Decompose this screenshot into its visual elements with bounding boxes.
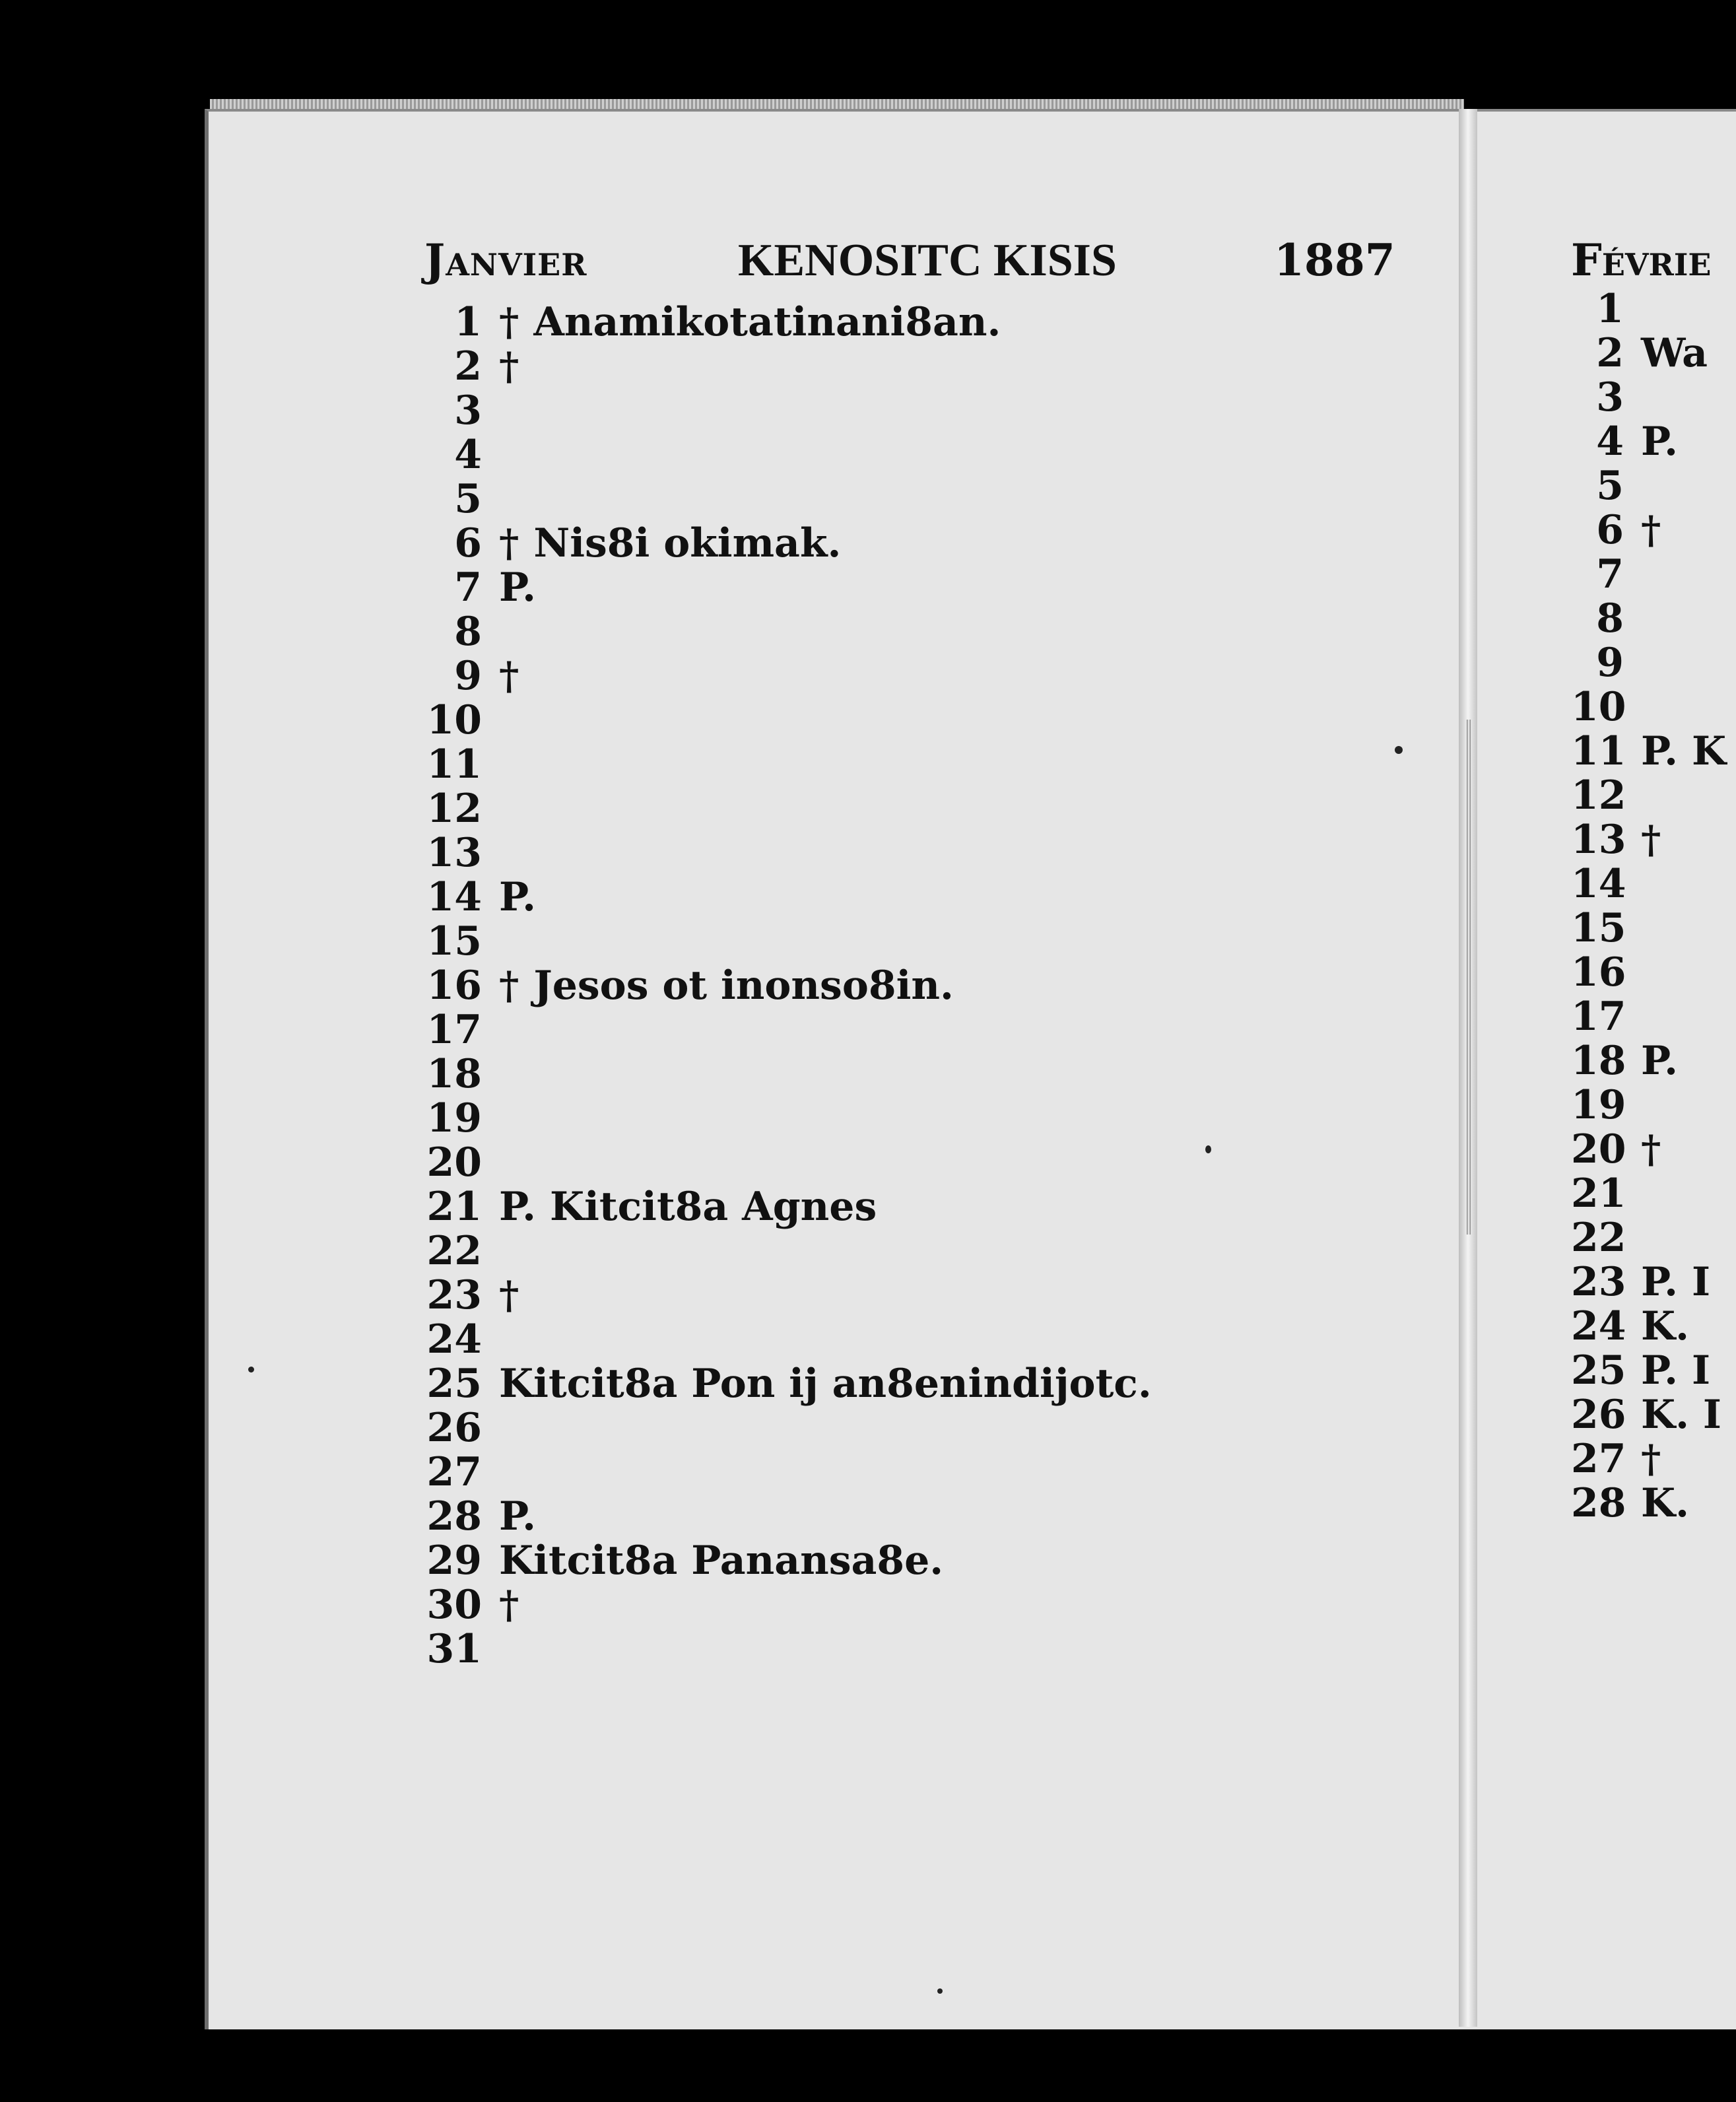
day-entry	[422, 1495, 1152, 1539]
day-entry	[422, 300, 1152, 345]
day-number: 11	[1571, 728, 1626, 774]
day-number: 23	[426, 1272, 482, 1318]
day-entry	[422, 345, 1152, 389]
day-entry	[422, 1362, 1152, 1406]
day-number: 4	[1596, 419, 1624, 465]
day-number: 9	[1596, 640, 1624, 686]
day-entry	[1571, 1216, 1726, 1260]
day-number: 21	[426, 1184, 482, 1230]
day-number: 1	[454, 299, 482, 345]
day-note: P. K	[1641, 728, 1727, 774]
day-number: 6	[1596, 507, 1624, 553]
day-entry	[422, 1185, 1152, 1229]
day-note: P. Kitcit8a Agnes	[499, 1184, 877, 1230]
day-note: P. I	[1641, 1347, 1711, 1394]
day-number: 10	[1571, 684, 1626, 730]
day-note: Kitcit8a Panansa8e.	[499, 1538, 944, 1584]
day-entry	[422, 1229, 1152, 1273]
day-entry	[1571, 464, 1726, 508]
day-entry	[422, 566, 1152, 610]
day-entry	[422, 1008, 1152, 1052]
day-entry	[1571, 287, 1726, 331]
day-number: 3	[1596, 374, 1624, 421]
day-entry	[422, 1141, 1152, 1185]
dagger-icon: †	[499, 344, 519, 389]
day-note: Kitcit8a Pon ij an8enindijotc.	[499, 1361, 1152, 1407]
day-entry	[422, 743, 1152, 787]
day-number: 28	[426, 1493, 482, 1540]
day-entry	[422, 920, 1152, 964]
day-entry	[1571, 1481, 1726, 1526]
day-number: 27	[1571, 1436, 1626, 1482]
day-number: 11	[426, 741, 482, 788]
day-number: 18	[426, 1051, 482, 1097]
day-number: 24	[1571, 1303, 1626, 1349]
day-entry	[1571, 1260, 1726, 1305]
day-entry	[1571, 376, 1726, 420]
day-entry	[422, 654, 1152, 698]
day-entry	[422, 1097, 1152, 1141]
day-number: 5	[454, 476, 482, 522]
dagger-icon: †	[499, 654, 519, 698]
day-number: 24	[426, 1316, 482, 1363]
day-number: 8	[454, 609, 482, 655]
day-entry	[1571, 1437, 1726, 1481]
dagger-icon: †	[1641, 1437, 1661, 1481]
day-entry	[1571, 862, 1726, 906]
ink-speck	[937, 1988, 943, 1994]
dagger-icon: †	[499, 521, 519, 566]
day-number: 19	[1571, 1082, 1626, 1128]
ink-speck	[1395, 746, 1403, 754]
day-entry	[422, 1318, 1152, 1362]
day-entry	[1571, 1349, 1726, 1393]
day-number: 7	[1596, 551, 1624, 597]
day-entry	[1571, 729, 1726, 774]
day-entry	[422, 389, 1152, 433]
day-entry	[422, 787, 1152, 831]
day-note: Anamikotatinani8an.	[533, 299, 1001, 345]
day-entry	[1571, 1172, 1726, 1216]
ink-speck	[1205, 1145, 1211, 1153]
day-number: 9	[454, 653, 482, 699]
day-entry	[422, 698, 1152, 743]
day-number: 22	[426, 1228, 482, 1274]
day-number: 14	[426, 874, 482, 920]
dagger-icon: †	[1641, 508, 1661, 553]
day-number: 20	[1571, 1126, 1626, 1172]
january-day-list	[422, 300, 1152, 1672]
day-number: 5	[1596, 463, 1624, 509]
day-note: Nis8i okimak.	[533, 520, 842, 566]
day-entry	[1571, 597, 1726, 641]
day-number: 12	[426, 786, 482, 832]
day-number: 25	[426, 1361, 482, 1407]
day-number: 8	[1596, 595, 1624, 642]
day-entry	[422, 1583, 1152, 1627]
day-entry	[1571, 1039, 1726, 1083]
day-number: 27	[426, 1449, 482, 1495]
day-number: 12	[1571, 772, 1626, 819]
day-note: P.	[1641, 419, 1679, 465]
day-number: 23	[1571, 1259, 1626, 1305]
day-number: 16	[426, 963, 482, 1009]
day-number: 15	[1571, 905, 1626, 951]
day-entry	[1571, 508, 1726, 553]
day-note: P.	[499, 874, 537, 920]
calendar-title: KENOSITC KISIS	[738, 235, 1117, 286]
day-entry	[1571, 774, 1726, 818]
day-note: K. I	[1641, 1392, 1721, 1438]
day-note: K.	[1641, 1303, 1690, 1349]
day-entry	[422, 1539, 1152, 1583]
day-entry	[1571, 420, 1726, 464]
day-number: 21	[1571, 1170, 1626, 1217]
day-entry	[1571, 906, 1726, 951]
day-note: Wa	[1641, 330, 1708, 376]
day-note: P. I	[1641, 1259, 1711, 1305]
day-number: 13	[1571, 817, 1626, 863]
day-entry	[422, 1273, 1152, 1318]
day-entry	[1571, 641, 1726, 685]
day-number: 17	[426, 1007, 482, 1053]
day-entry	[422, 831, 1152, 875]
day-number: 17	[1571, 994, 1626, 1040]
day-note: Jesos ot inonso8in.	[533, 963, 954, 1009]
day-entry	[422, 610, 1152, 654]
calendar-year: 1887	[1274, 234, 1395, 286]
day-entry	[1571, 1083, 1726, 1128]
month-heading-january: Janvier	[424, 234, 587, 286]
day-number: 26	[426, 1405, 482, 1451]
day-number: 13	[426, 830, 482, 876]
dagger-icon: †	[1641, 1127, 1661, 1172]
dagger-icon: †	[499, 300, 519, 345]
day-entry	[1571, 1128, 1726, 1172]
day-number: 6	[454, 520, 482, 566]
day-entry	[422, 1450, 1152, 1495]
day-note: P.	[499, 1493, 537, 1540]
day-number: 14	[1571, 861, 1626, 907]
day-entry	[1571, 685, 1726, 729]
day-entry	[1571, 1305, 1726, 1349]
day-entry	[1571, 995, 1726, 1039]
dagger-icon: †	[499, 963, 519, 1008]
day-entry	[422, 1627, 1152, 1672]
day-entry	[422, 964, 1152, 1008]
month-heading-february: Févrie	[1571, 234, 1712, 286]
day-entry	[1571, 553, 1726, 597]
day-note: P.	[1641, 1038, 1679, 1084]
page-crease	[1467, 720, 1471, 1235]
day-number: 18	[1571, 1038, 1626, 1084]
day-entry	[1571, 1393, 1726, 1437]
day-number: 2	[454, 343, 482, 390]
day-number: 22	[1571, 1215, 1626, 1261]
day-note: K.	[1641, 1480, 1690, 1526]
day-number: 31	[426, 1626, 482, 1672]
day-number: 2	[1596, 330, 1624, 376]
day-number: 19	[426, 1095, 482, 1141]
day-number: 30	[426, 1582, 482, 1628]
day-entry	[1571, 951, 1726, 995]
day-entry	[422, 875, 1152, 920]
ink-speck	[248, 1367, 254, 1373]
day-entry	[422, 1052, 1152, 1097]
day-entry	[422, 1406, 1152, 1450]
day-number: 15	[426, 918, 482, 965]
day-number: 29	[426, 1538, 482, 1584]
day-number: 3	[454, 388, 482, 434]
day-number: 20	[426, 1139, 482, 1186]
day-entry	[422, 522, 1152, 566]
day-number: 10	[426, 697, 482, 743]
day-number: 16	[1571, 949, 1626, 996]
day-number: 26	[1571, 1392, 1626, 1438]
day-number: 1	[1596, 286, 1624, 332]
day-number: 4	[454, 432, 482, 478]
day-entry	[422, 433, 1152, 477]
day-note: P.	[499, 564, 537, 611]
dagger-icon: †	[499, 1582, 519, 1627]
day-number: 25	[1571, 1347, 1626, 1394]
day-number: 28	[1571, 1480, 1626, 1526]
february-day-list	[1571, 287, 1726, 1526]
day-entry	[422, 477, 1152, 522]
day-entry	[1571, 331, 1726, 376]
day-entry	[1571, 818, 1726, 862]
dagger-icon: †	[1641, 817, 1661, 862]
dagger-icon: †	[499, 1273, 519, 1318]
day-number: 7	[454, 564, 482, 611]
